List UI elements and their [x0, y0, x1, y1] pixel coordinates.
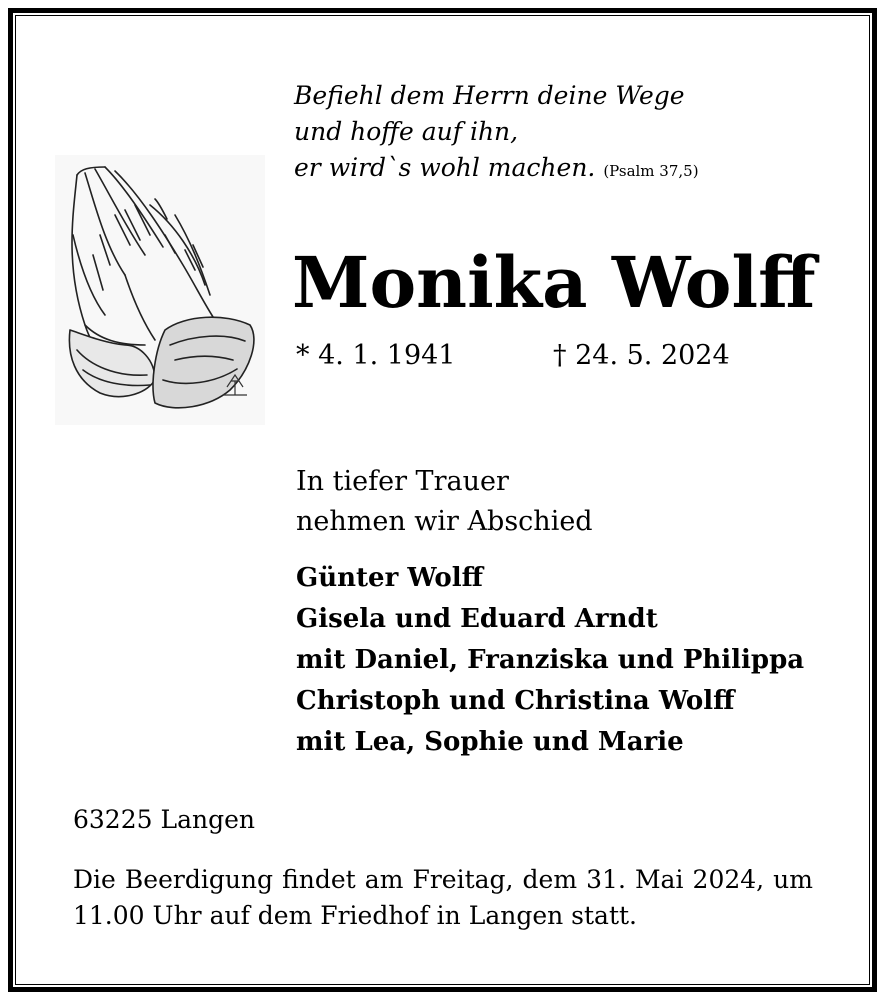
family-member: mit Lea, Sophie und Marie: [296, 727, 684, 757]
psalm-verse: [294, 78, 699, 189]
deceased-name: Monika Wolff: [292, 241, 816, 324]
family-member: mit Daniel, Franziska und Philippa: [296, 645, 805, 675]
psalm-line-2: und hoffe auf ihn,: [294, 117, 519, 146]
family-member: Christoph und Christina Wolff: [296, 686, 735, 716]
praying-hands-icon: [55, 155, 265, 425]
mourning-line-2: nehmen wir Abschied: [296, 506, 593, 537]
mourning-text: [296, 462, 593, 542]
location: 63225 Langen: [73, 805, 255, 834]
family-list: [296, 558, 804, 763]
funeral-notice: Die Beerdigung findet am Freitag, dem 31. Mai 2024, um 11.00 Uhr auf dem Friedhof in Langen statt.: [73, 865, 813, 930]
family-member: Gisela und Eduard Arndt: [296, 604, 658, 634]
family-member: Günter Wolff: [296, 563, 483, 593]
psalm-line-1: Befiehl dem Herrn deine Wege: [294, 81, 685, 110]
psalm-line-3-text: er wird`s wohl machen.: [294, 153, 596, 182]
psalm-reference: (Psalm 37,5): [603, 162, 699, 180]
birth-date: * 4. 1. 1941: [296, 340, 456, 371]
psalm-line-3: [294, 150, 699, 189]
death-date: † 24. 5. 2024: [553, 340, 730, 371]
mourning-line-1: In tiefer Trauer: [296, 466, 509, 497]
